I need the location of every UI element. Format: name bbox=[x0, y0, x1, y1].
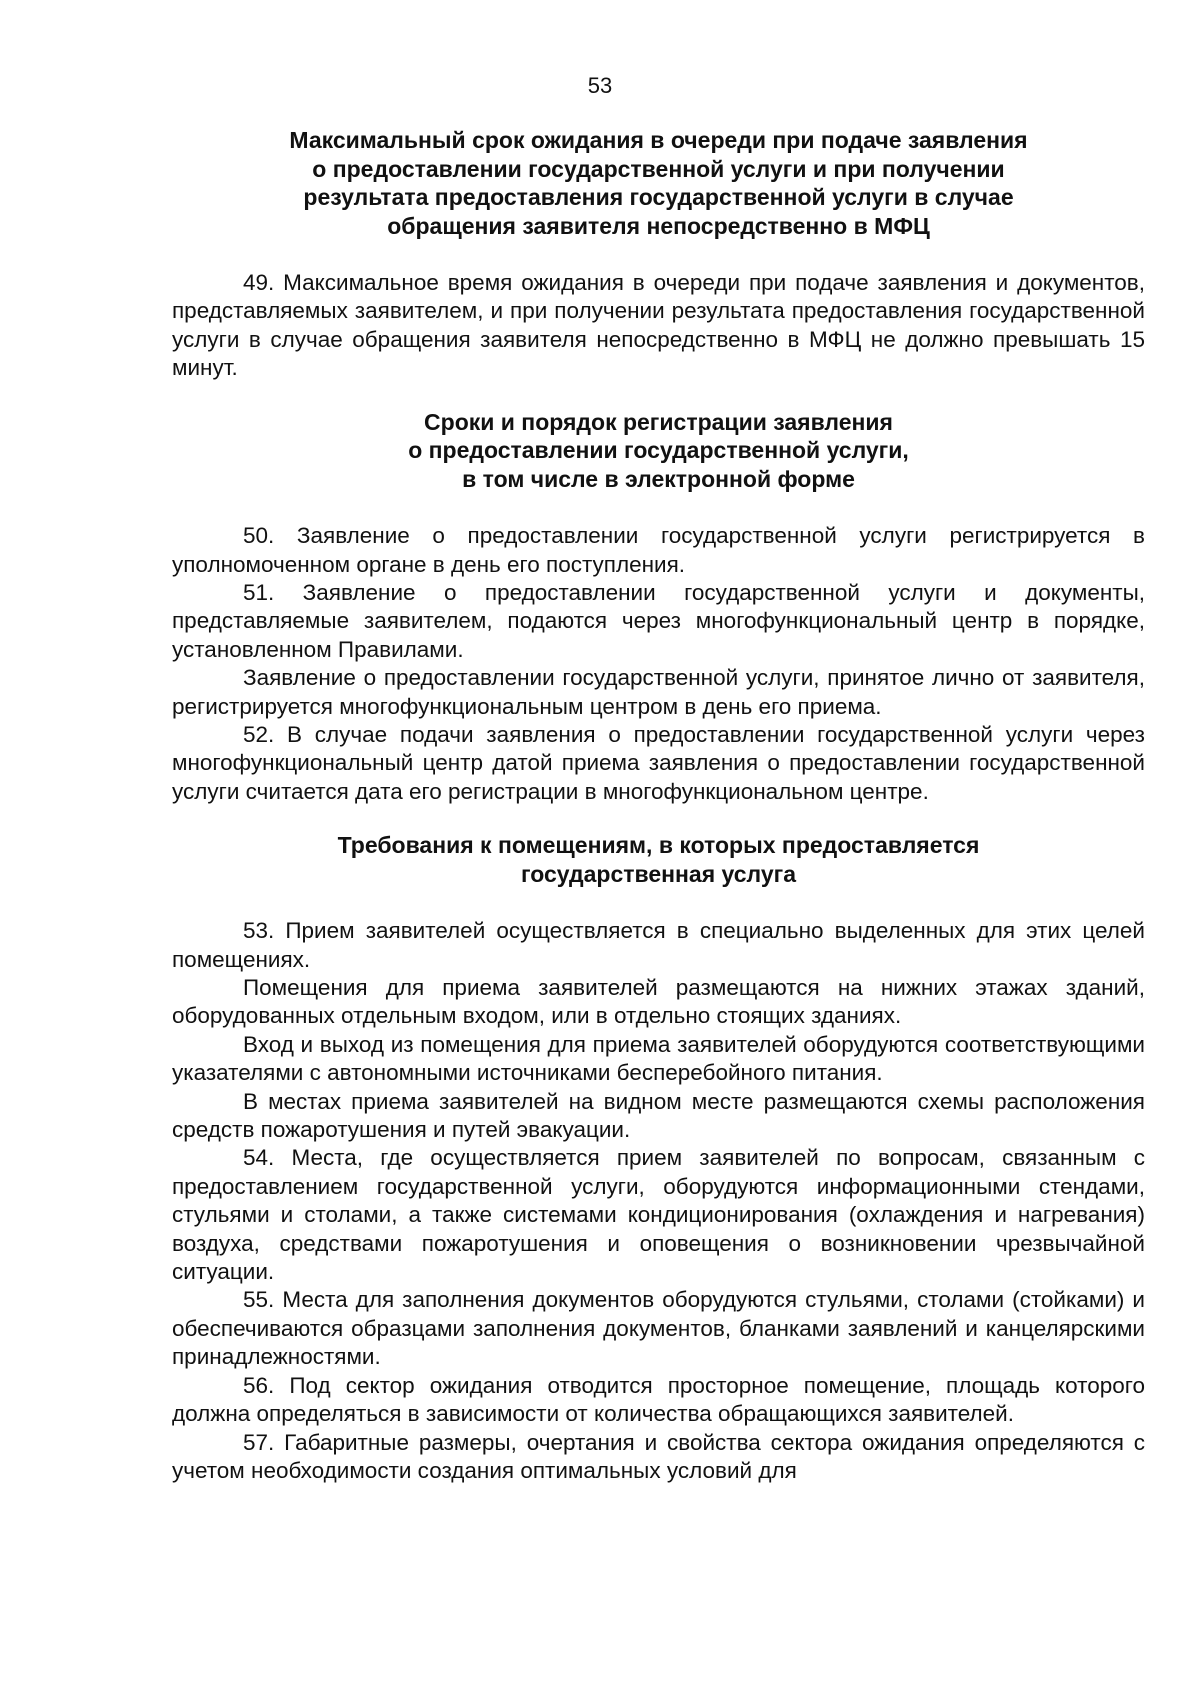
paragraph-52: 52. В случае подачи заявления о предоставлении государственной услуги через многофункциональный центр датой приема заявления о предоставлении государственной услуги считается дата его регистрации в многофункциональном центре. bbox=[172, 721, 1145, 804]
paragraph-56: 56. Под сектор ожидания отводится просторное помещение, площадь которого должна определяться в зависимости от количества обращающихся заявителей. bbox=[172, 1372, 1145, 1427]
section-premises bbox=[172, 831, 1145, 1485]
paragraph-51-continued: Заявление о предоставлении государственной услуги, принятое лично от заявителя, регистрируется многофункциональным центром в день его приема. bbox=[172, 665, 1145, 719]
paragraph-53-premises: Помещения для приема заявителей размещаются на нижних этажах зданий, оборудованных отдельным входом, или в отдельно стоящих зданиях. bbox=[172, 975, 1145, 1029]
heading-line: о предоставлении государственной услуги и при получении bbox=[312, 155, 1005, 182]
document-body bbox=[172, 126, 1145, 1485]
paragraph-53-schemes: В местах приема заявителей на видном месте размещаются схемы расположения средств пожаротушения и путей эвакуации. bbox=[172, 1088, 1145, 1143]
paragraph-53: 53. Прием заявителей осуществляется в специально выделенных для этих целей помещениях. bbox=[172, 918, 1145, 972]
paragraph-53-entrance: Вход и выход из помещения для приема заявителей оборудуются соответствующими указателями с автономными источниками бесперебойного питания. bbox=[172, 1031, 1145, 1086]
heading-line: Требования к помещениям, в которых предоставляется bbox=[337, 832, 980, 859]
paragraph-51: 51. Заявление о предоставлении государственной услуги и документы, представляемые заявителем, подаются через многофункциональный центр в порядке, установленном Правилами. bbox=[172, 579, 1145, 662]
section-queue-waiting bbox=[172, 126, 1145, 383]
paragraph-49: 49. Максимальное время ожидания в очереди при подаче заявления и документов, представляемых заявителем, и при получении результата предоставления государственной услуги в случае обращения заявителя непосредственно в МФЦ не должно превышать 15 минут. bbox=[172, 270, 1145, 381]
section-heading bbox=[172, 408, 1145, 494]
heading-line: обращения заявителя непосредственно в МФЦ bbox=[387, 212, 930, 239]
paragraph-50: 50. Заявление о предоставлении государственной услуги регистрируется в уполномоченном органе в день его поступления. bbox=[172, 523, 1145, 577]
section-heading bbox=[172, 831, 1145, 888]
heading-line: результата предоставления государственной услуги в случае bbox=[303, 184, 1014, 210]
heading-line: Максимальный срок ожидания в очереди при подаче заявления bbox=[289, 127, 1028, 153]
heading-line: в том числе в электронной форме bbox=[462, 465, 855, 492]
section-heading bbox=[172, 126, 1145, 240]
section-registration bbox=[172, 408, 1145, 807]
paragraph-57: 57. Габаритные размеры, очертания и свойства сектора ожидания определяются с учетом необходимости создания оптимальных условий для bbox=[172, 1429, 1145, 1483]
page-number: 53 bbox=[587, 73, 613, 98]
heading-line: государственная услуга bbox=[520, 860, 797, 887]
paragraph-55: 55. Места для заполнения документов оборудуются стульями, столами (стойками) и обеспечиваются образцами заполнения документов, бланками заявлений и канцелярскими принадлежностями. bbox=[172, 1287, 1145, 1370]
heading-line: о предоставлении государственной услуги, bbox=[408, 437, 909, 464]
paragraph-54: 54. Места, где осуществляется прием заявителей по вопросам, связанным с предоставлением государственной услуги, оборудуются информационными стендами, стульями и столами, а также системами кондиционирования (охлаждения и нагревания) воздуха, средствами пожаротушения и оповещения о возникновении чрезвычайной ситуации. bbox=[172, 1145, 1145, 1285]
heading-line: Сроки и порядок регистрации заявления bbox=[424, 408, 893, 435]
